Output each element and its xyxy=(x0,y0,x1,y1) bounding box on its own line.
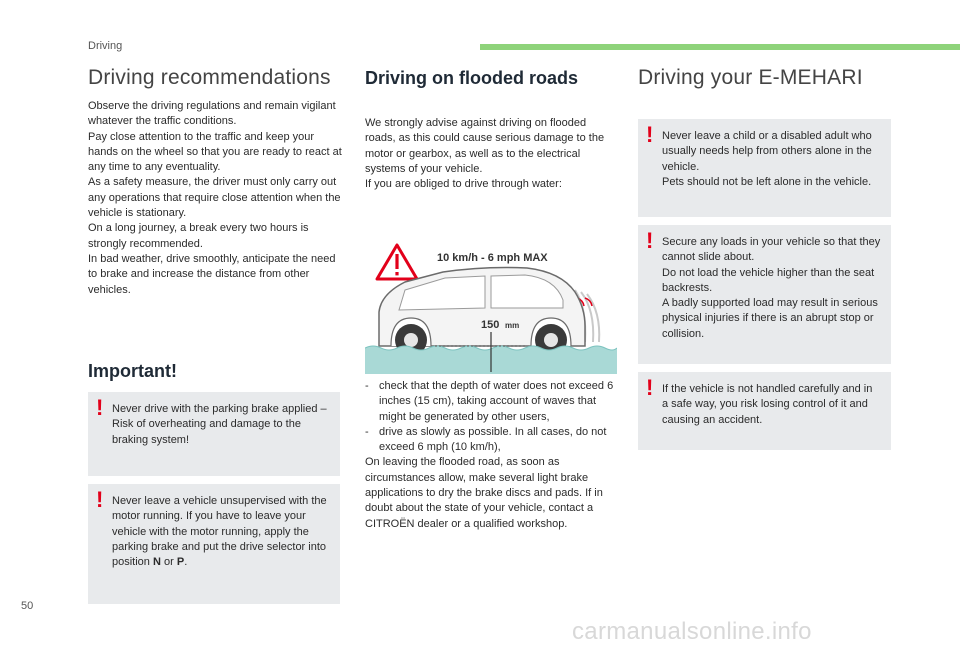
paragraph: We strongly advise against driving on flooded roads, as this could cause serious damage to the motor or gearbox, as well as to the electrical systems of your vehicle. xyxy=(365,117,605,175)
paragraph: Pay close attention to the traffic and keep your hands on the wheel so that you are ready to react at any time to any eventuality. xyxy=(88,130,342,174)
page-number: 50 xyxy=(21,600,34,612)
warning-icon: ! xyxy=(96,395,104,420)
flooded-instructions xyxy=(365,379,615,532)
title-flooded-roads: Driving on flooded roads xyxy=(365,68,579,88)
section-color-bar xyxy=(480,44,960,50)
warning-box-loads xyxy=(638,225,891,364)
list-item: - check that the depth of water does not exceed 6 inches (15 cm), taking account of waves that might be generated by other users, xyxy=(365,380,614,423)
paragraph: On a long journey, a break every two hours is strongly recommended. xyxy=(88,222,309,250)
warning-text: Never leave a vehicle unsupervised with the motor running. If you have to leave your vehicle with the motor running, apply the parking brake and put the drive selector into position N or P. xyxy=(112,495,327,569)
speed-limit-label: 10 km/h - 6 mph MAX xyxy=(437,252,548,264)
title-driving-emehari: Driving your E-MEHARI xyxy=(638,66,863,89)
warning-icon: ! xyxy=(646,228,654,253)
paragraph: As a safety measure, the driver must only carry out any operations that require close attention when the vehicle is stationary. xyxy=(88,176,341,220)
recommendations-text xyxy=(88,99,343,298)
title-important: Important! xyxy=(88,361,177,381)
list-item: - drive as slowly as possible. In all cases, do not exceed 6 mph (10 km/h), xyxy=(365,425,607,454)
warning-box-handling xyxy=(638,372,891,450)
paragraph: In bad weather, drive smoothly, anticipate the need to brake and increase the distance from other vehicles. xyxy=(88,252,336,296)
warning-box-parking-brake xyxy=(88,392,340,476)
paragraph: Observe the driving regulations and remain vigilant whatever the traffic conditions. xyxy=(88,100,336,128)
watermark: carmanualsonline.info xyxy=(572,618,812,645)
warning-text: Secure any loads in your vehicle so that they cannot slide about. Do not load the vehicle higher than the seat backrests. A badly supported load may result in serious physical injuries if there is an abrupt stop or collision. xyxy=(662,236,881,340)
warning-box-unsupervised xyxy=(88,484,340,604)
precaution-list xyxy=(365,379,615,455)
warning-icon: ! xyxy=(96,487,104,512)
paragraph: If you are obliged to drive through water: xyxy=(365,178,562,191)
flooded-road-illustration xyxy=(365,238,617,374)
position-n: N xyxy=(152,556,161,569)
position-p: P xyxy=(176,556,185,569)
warning-text: Never leave a child or a disabled adult who usually needs help from others alone in the vehicle. Pets should not be left alone in the vehicle. xyxy=(662,130,872,188)
warning-triangle-icon xyxy=(377,245,417,279)
warning-text: Never drive with the parking brake applied – Risk of overheating and damage to the braking system! xyxy=(112,403,327,446)
warning-icon: ! xyxy=(646,375,654,400)
warning-box-child-pets xyxy=(638,119,891,217)
warning-icon: ! xyxy=(646,122,654,147)
section-label: Driving xyxy=(88,40,123,52)
depth-unit: mm xyxy=(505,321,520,330)
warning-text: If the vehicle is not handled carefully and in a safe way, you risk losing control of it and causing an accident. xyxy=(662,383,873,426)
depth-value: 150 xyxy=(481,319,500,331)
title-driving-recommendations: Driving recommendations xyxy=(88,66,331,89)
flooded-intro xyxy=(365,116,615,192)
paragraph: On leaving the flooded road, as soon as circumstances allow, make several light brake applications to dry the brake discs and pads. If in doubt about the state of your vehicle, contact a CITROËN dealer or a qualified workshop. xyxy=(365,456,603,530)
